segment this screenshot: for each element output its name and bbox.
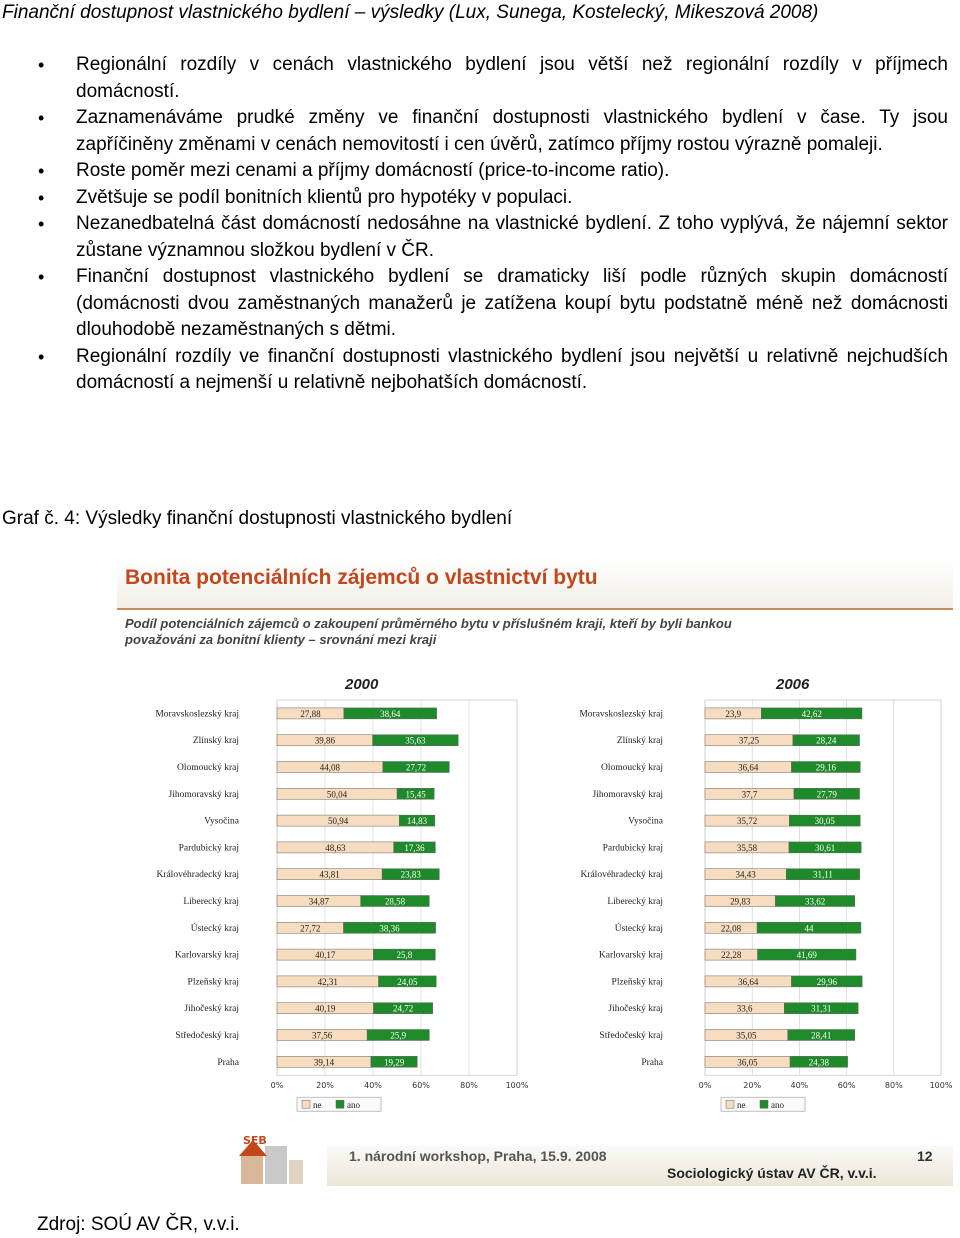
bullet-item: • Nezanedbatelná část domácností nedosáhne na vlastnické bydlení. Z toho vyplývá, že nájemní sektor zůstane významnou složkou bydlení v ČR. — [0, 211, 948, 264]
bullet-item: • Roste poměr mezi cenami a příjmy domácností (price-to-income ratio). — [0, 158, 948, 185]
data-label: 17,36 — [404, 842, 425, 853]
category-label: Olomoucký kraj — [600, 763, 663, 773]
data-label: 50,04 — [326, 789, 348, 800]
data-label: 44,08 — [319, 762, 341, 773]
x-tick-label: 100% — [929, 1081, 953, 1091]
x-tick-label: 0% — [698, 1081, 712, 1091]
data-label: 23,83 — [400, 869, 421, 880]
data-label: 37,56 — [311, 1030, 333, 1041]
data-label: 25,8 — [396, 950, 413, 961]
category-label: Pardubický kraj — [602, 843, 663, 854]
bullet-item: • Regionální rozdíly ve finanční dostupnosti vlastnického bydlení jsou největší u relativně nejchudších domácností a nejmenší u relativně nejbohatších domácností. — [0, 344, 948, 397]
data-label: 28,58 — [384, 896, 406, 907]
data-label: 22,28 — [721, 950, 742, 961]
data-label: 14,83 — [406, 816, 428, 827]
year-label-2000: 2000 — [345, 676, 379, 693]
bullet-item: • Regionální rozdíly v cenách vlastnického bydlení jsou větší než regionální rozdíly v příjmech domácností. — [0, 52, 948, 105]
data-label: 38,36 — [379, 923, 400, 934]
data-label: 25,9 — [390, 1030, 407, 1041]
category-label: Středočeský kraj — [599, 1031, 663, 1041]
data-label: 42,31 — [317, 976, 338, 987]
category-label: Karlovarský kraj — [598, 950, 663, 961]
category-label: Ústecký kraj — [190, 923, 239, 934]
x-tick-label: 60% — [837, 1081, 856, 1091]
data-label: 27,72 — [300, 923, 321, 934]
category-label: Moravskoslezský kraj — [155, 709, 239, 720]
data-label: 28,41 — [811, 1030, 832, 1041]
legend-label: ano — [771, 1100, 784, 1111]
section-heading: Finanční dostupnost vlastnického bydlení – výsledky (Lux, Sunega, Kostelecký, Mikeszová 2008) — [2, 2, 819, 23]
x-tick-label: 0% — [270, 1081, 284, 1091]
bullet-item: • Finanční dostupnost vlastnického bydlení se dramaticky liší podle různých skupin domácností (domácnosti dvou zaměstnaných manažerů je zatížena koupí bytu podstatně méně než domácnosti dlouhodobě nezaměstnaných s dětmi. — [0, 264, 948, 344]
data-label: 30,05 — [814, 816, 835, 827]
data-label: 33,62 — [804, 896, 826, 907]
data-label: 24,38 — [808, 1057, 829, 1068]
data-label: 27,79 — [816, 789, 837, 800]
x-tick-label: 80% — [460, 1081, 478, 1091]
slide-subtitle: Podíl potenciálních zájemců o zakoupení průměrného bytu v příslušném kraji, kteří by byli bankou považováni za bonitní klienty – srovnání mezi kraji — [125, 616, 732, 647]
category-label: Moravskoslezský kraj — [579, 709, 663, 720]
data-label: 41,69 — [796, 950, 817, 961]
year-label-2006: 2006 — [776, 676, 810, 693]
data-label: 28,24 — [816, 735, 837, 746]
source-note: Zdroj: SOÚ AV ČR, v.v.i. — [37, 1214, 240, 1235]
plot-area — [705, 700, 941, 1075]
category-label: Zlínský kraj — [616, 736, 663, 747]
data-label: 35,72 — [737, 816, 758, 827]
category-label: Ústecký kraj — [614, 923, 663, 934]
data-label: 15,45 — [405, 789, 426, 800]
x-tick-label: 40% — [790, 1081, 809, 1091]
data-label: 44 — [804, 923, 814, 934]
category-label: Královéhradecký kraj — [156, 870, 239, 881]
x-tick-label: 100% — [505, 1081, 529, 1091]
data-label: 36,64 — [738, 976, 759, 987]
data-label: 39,86 — [314, 735, 335, 746]
data-label: 30,61 — [814, 842, 836, 853]
category-label: Karlovarský kraj — [174, 950, 239, 961]
category-label: Liberecký kraj — [607, 897, 663, 907]
category-label: Praha — [217, 1057, 239, 1068]
legend-label: ne — [737, 1100, 746, 1111]
data-label: 24,72 — [392, 1003, 414, 1014]
data-label: 34,87 — [308, 896, 329, 907]
slide-footer — [117, 1130, 953, 1188]
plot-area — [277, 700, 517, 1075]
footer-institute: Sociologický ústav AV ČR, v.v.i. — [667, 1165, 877, 1181]
bullet-list — [0, 52, 948, 397]
x-tick-label: 20% — [743, 1081, 762, 1091]
data-label: 31,11 — [813, 869, 833, 880]
data-label: 43,81 — [319, 869, 340, 880]
category-label: Vysočina — [204, 816, 239, 827]
category-label: Středočeský kraj — [175, 1031, 239, 1041]
institute-logo — [237, 1130, 307, 1188]
data-label: 38,64 — [380, 708, 401, 719]
category-label: Jihomoravský kraj — [168, 789, 239, 800]
data-label: 29,96 — [816, 976, 837, 987]
data-label: 24,05 — [397, 976, 418, 987]
chart-panel-2000 — [117, 698, 537, 1128]
bullet-item: • Zvětšuje se podíl bonitních klientů pro hypotéky v populaci. — [0, 185, 948, 212]
legend-label: ano — [347, 1100, 360, 1111]
data-label: 42,62 — [801, 708, 822, 719]
data-label: 40,19 — [315, 1003, 336, 1014]
category-label: Jihočeský kraj — [184, 1004, 239, 1015]
category-label: Plzeňský kraj — [187, 977, 239, 988]
category-label: Liberecký kraj — [183, 897, 239, 907]
data-label: 48,63 — [325, 842, 346, 853]
data-label: 35,63 — [405, 735, 426, 746]
x-tick-label: 20% — [316, 1081, 334, 1091]
category-label: Olomoucký kraj — [176, 763, 239, 773]
legend-label: ne — [313, 1100, 322, 1111]
chart-panel-2006 — [535, 698, 953, 1128]
category-label: Jihočeský kraj — [608, 1004, 663, 1015]
data-label: 19,29 — [383, 1057, 405, 1068]
data-label: 35,58 — [736, 842, 758, 853]
data-label: 31,31 — [811, 1003, 832, 1014]
bullet-item: • Zaznamenáváme prudké změny ve finanční dostupnosti vlastnického bydlení v čase. Ty jsou zapříčiněny změnami v cenách nemovitostí i cen úvěrů, zatímco příjmy rostou výrazně pomaleji. — [0, 105, 948, 158]
data-label: 23,9 — [725, 708, 742, 719]
data-label: 33,6 — [736, 1003, 753, 1014]
category-label: Plzeňský kraj — [611, 977, 663, 988]
category-label: Vysočina — [628, 816, 663, 827]
data-label: 27,88 — [300, 708, 321, 719]
data-label: 37,25 — [738, 735, 760, 746]
data-label: 40,17 — [315, 950, 336, 961]
x-tick-label: 40% — [364, 1081, 382, 1091]
data-label: 36,64 — [738, 762, 759, 773]
legend-swatch-ne — [726, 1100, 734, 1108]
legend-swatch-ne — [302, 1100, 310, 1108]
category-label: Zlínský kraj — [192, 736, 239, 747]
chart-slide — [117, 558, 953, 1188]
category-label: Pardubický kraj — [178, 843, 239, 854]
category-label: Jihomoravský kraj — [592, 789, 663, 800]
logo-text: SEB — [243, 1134, 267, 1147]
x-tick-label: 80% — [884, 1081, 903, 1091]
x-tick-label: 60% — [412, 1081, 430, 1091]
slide-title: Bonita potenciálních zájemců o vlastnictví bytu — [125, 566, 598, 589]
data-label: 39,14 — [313, 1057, 335, 1068]
data-label: 27,72 — [405, 762, 427, 773]
data-label: 22,08 — [720, 923, 742, 934]
data-label: 37,7 — [741, 789, 758, 800]
data-label: 29,16 — [815, 762, 837, 773]
figure-caption: Graf č. 4: Výsledky finanční dostupnosti vlastnického bydlení — [2, 508, 513, 529]
data-label: 50,94 — [328, 816, 349, 827]
data-label: 36,05 — [737, 1057, 758, 1068]
slide-page-number: 12 — [917, 1148, 933, 1164]
data-label: 29,83 — [730, 896, 751, 907]
footer-event: 1. národní workshop, Praha, 15.9. 2008 — [349, 1148, 607, 1164]
legend-swatch-ano — [760, 1100, 768, 1108]
data-label: 35,05 — [736, 1030, 757, 1041]
category-label: Praha — [641, 1057, 663, 1068]
data-label: 34,43 — [735, 869, 756, 880]
legend-swatch-ano — [336, 1100, 344, 1108]
category-label: Královéhradecký kraj — [580, 870, 663, 881]
